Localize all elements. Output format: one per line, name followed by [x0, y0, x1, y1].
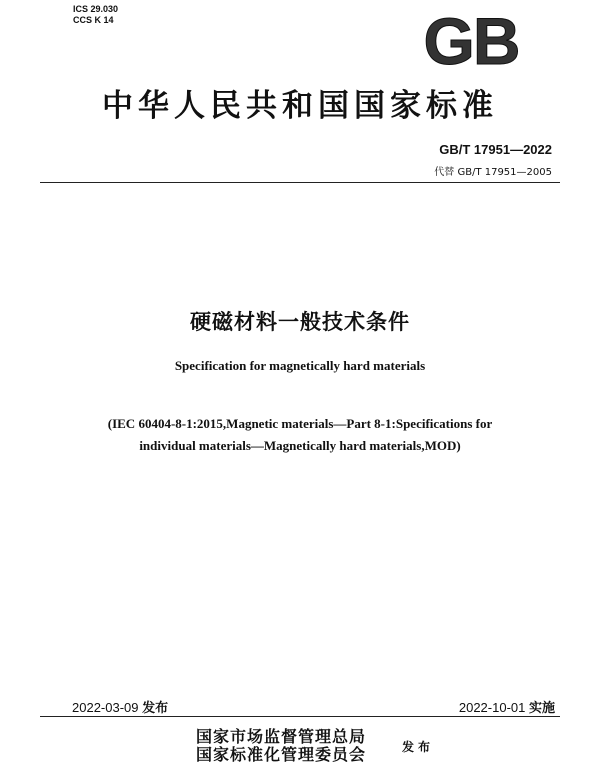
issuer-sac: 国家标准化管理委员会 — [196, 745, 367, 764]
implement-label: 实施 — [528, 701, 555, 716]
classification-codes — [73, 4, 118, 26]
gb-logo — [412, 12, 530, 70]
implement-info — [459, 697, 555, 716]
ccs-code: CCS K 14 — [73, 15, 114, 25]
footer-divider — [40, 716, 560, 717]
iec-reference — [60, 413, 540, 457]
iec-reference-line2: individual materials—Magnetically hard materials,MOD) — [139, 438, 461, 453]
publish-date: 2022-03-09 — [72, 700, 139, 715]
national-standard-heading: 中华人民共和国国家标准 — [102, 88, 498, 124]
issuing-authorities — [196, 728, 366, 764]
replaces-standard: 代替 GB/T 17951—2005 — [434, 167, 552, 178]
document-title-cn: 硬磁材料一般技术条件 — [190, 310, 410, 334]
document-title-en: Specification for magnetically hard materials — [174, 358, 426, 373]
ics-code: ICS 29.030 — [73, 4, 119, 14]
standard-number: GB/T 17951—2022 — [439, 142, 552, 157]
iec-reference-line1: (IEC 60404-8-1:2015,Magnetic materials—Part 8-1:Specifications for — [107, 416, 493, 431]
publish-info — [72, 697, 168, 716]
issue-label: 发布 — [402, 740, 435, 754]
implement-date: 2022-10-01 — [458, 700, 526, 715]
gb-logo-text: GB — [423, 12, 519, 70]
issuer-samr: 国家市场监督管理总局 — [196, 727, 367, 746]
header-divider — [40, 182, 560, 183]
publish-label: 发布 — [142, 701, 169, 716]
